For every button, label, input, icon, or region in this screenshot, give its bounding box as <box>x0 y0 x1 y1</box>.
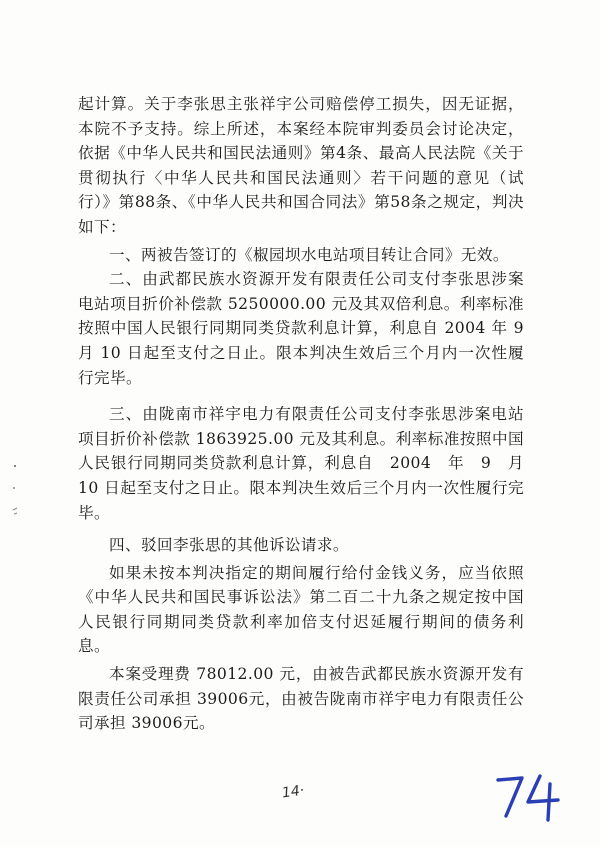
paragraph-ruling-3: 三、由陇南市祥宇电力有限责任公司支付李张思涉案电站项目折价补偿款 1863925.00 元及其利息。利率标准按照中国人民银行同期同类贷款利息计算，利息自 2004 年 9 月10 日起至支付之日止。限本判决生效后三个月内一次性履行完毕。 <box>78 405 524 522</box>
paragraph-late-payment: 如果未按本判决指定的期间履行给付金钱义务，应当依照《中华人民共和国民事诉讼法》第二百二十九条之规定按中国人民银行同期同类贷款利率加倍支付迟延履行期间的债务利息。 <box>78 563 524 656</box>
binding-marks <box>8 462 22 522</box>
handwritten-page-number <box>492 770 570 826</box>
paragraph-ruling-1: 一、两被告签订的《椒园坝水电站项目转让合同》无效。 <box>109 245 509 264</box>
paragraph-court-fee: 本案受理费 78012.00 元，由被告武都民族水资源开发有限责任公司承担 39006元，由被告陇南市祥宇电力有限责任公司承担 39006元。 <box>78 665 524 733</box>
paragraph-ruling-2: 二、由武都民族水资源开发有限责任公司支付李张思涉案电站项目折价补偿款 5250000.00 元及其双倍利息。利率标准按照中国人民银行同期同类贷款利息计算，利息自 2004 年 9 月 10 日起至支付之日止。限本判决生效后三个月内一次性履行完毕。 <box>78 270 524 387</box>
judgment-text <box>78 92 524 736</box>
paragraph-ruling-4: 四、驳回李张思的其他诉讼请求。 <box>109 536 349 555</box>
paragraph-reasoning: 起计算。关于李张思主张祥宇公司赔偿停工损失，因无证据，本院不予支持。综上所述，本案经本院审判委员会讨论决定，依据《中华人民共和国民法通则》第4条、最高人民法院《关于贯彻执行〈中华人民共和国民法通则〉若干问题的意见（试行）》第88条、《中华人民共和国合同法》第58条之规定，判决如下： <box>78 95 524 236</box>
page-mark: 14· <box>280 782 306 802</box>
